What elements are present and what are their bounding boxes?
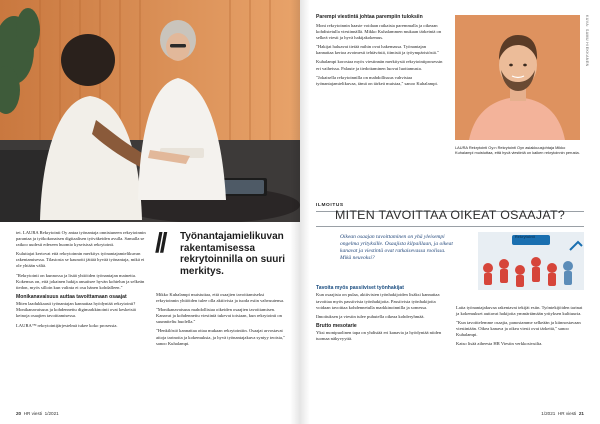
ad-lead: Oikean osaajan tavoittaminen on yhä yleisempi ongelma yrityksille. Osaajista kilpaillaan, ja oikeat kanavat ja viestintä ovat ratkaisevassa roolissa. Mikä neuvoksi? — [340, 234, 453, 261]
body-paragraph: "Henkilöstö kannattaa ottaa mukaan rekrytointiin. Osaajat arvostavat aitoja tarinoita ja kokemuksia, ja hyvä työnantajakuva syntyy teoista," sanoo Kuhalampi. — [156, 328, 285, 346]
body-paragraph: Laita työnantajakuvaa rakentavat tekijät esiin. Työntekijöiden tarinat ja kokemukset auttavat hakijoita ymmärtämään yrityksen kulttuuria. — [456, 305, 583, 317]
right-col-top — [316, 23, 444, 90]
body-paragraph: "Hakijat haluavat tietää mihin ovat hakemassa. Työnantajan kannattaa kertoa avoimesti tehtävästä, tiimistä ja työympäristöstä." — [316, 44, 439, 56]
body-paragraph: Miten laadukkaasti työnantajan kannattaa hyödyntää rekrytointi? Monikanavaisuus ja kohdennettu digimarkkinointi ovat keskeisiä keinoja osaajien tavoittamisessa. — [16, 301, 136, 319]
body-paragraph: "Rekrytointi on kunnossa ja lisää yhtiöiden työnantajan mainetta. Kokemus on, että jokainen hakija ansaitsee hyvän kohtelun ja selkeän tiedon, myös silloin kun valinta ei osu hänen kohdalleen." — [16, 272, 145, 290]
body-paragraph: Mikko Kuhalampi muistuttaa, että osaajien tavoittamiseksi rekrytoinnin yhtiöiden tulee olla aktiivisia ja tuoda esiin vahvuutensa. — [156, 292, 285, 304]
body-paragraph: "Kun tavoittelemme osaajia, panostamme selkeään ja kiinnostavaan viestintään. Oikea kanava ja oikea viesti ovat tärkeitä," sanoo Kuhalampi. — [456, 320, 581, 338]
body-paragraph: Kun osaajista on pulaa, aktiivisten työnhakijoiden lisäksi kannattaa tavoittaa myös passiivisia työnhakijoita. Passiivisia työnhakijoita voidaan tavoittaa kohdennetulla markkinoinnilla ja somessa. — [316, 292, 440, 310]
magazine-name: HR viesti — [23, 411, 43, 416]
portrait-illustration — [455, 15, 580, 140]
left-col-1 — [16, 230, 146, 332]
left-folio — [16, 411, 59, 416]
right-col-b — [456, 305, 584, 351]
body-paragraph: Katso lisää aiheesta HR Viestin verkkosivuilta. — [456, 341, 543, 347]
gutter-shadow — [300, 0, 310, 424]
interview-photo — [0, 0, 300, 222]
right-col-a — [316, 282, 444, 345]
body-paragraph: Ilmoituksen ja viestin tulee puhutella oikeaa kohderyhmää. — [316, 313, 425, 319]
section-heading: Parempi viestintä johtaa parempiin tuloksiin — [316, 14, 423, 20]
portrait-photo — [455, 15, 580, 140]
page-number: 20 — [16, 411, 22, 416]
left-col-2 — [156, 292, 286, 350]
issue-number: 1/2021 — [541, 411, 556, 416]
right-page — [300, 0, 600, 424]
photo-caption: LAURA Rekrytointi Oy:n Rekrytointi Oyn asiakkuusjohtaja Mikko Kuhalampi muistuttaa, että hyvä viestintä on kaiken rekrytoinnin perusta. — [455, 145, 580, 156]
divider-bottom — [316, 226, 584, 227]
pull-quote: Työnantajamielikuvan rakentamisessa rekrytoinnilla on suuri merkitys. — [180, 231, 286, 277]
subheading: Monikanavaisuus auttaa tavoittamaan osaajat — [16, 293, 127, 300]
subheading: Tavoita myös passiiviset työnhakijat — [316, 285, 404, 291]
ad-illustration — [478, 232, 584, 290]
ad-headline: MITEN TAVOITTAA OIKEAT OSAAJAT? — [334, 208, 566, 222]
body-paragraph: Moni rekrytoinnin haaste voidaan ratkaista paremmalla ja oikeaan kohdistetulla viestinnällä. Mikko Kuhalammen mukaan tärkeintä on selkeä viesti ja hyvä hakijakokemus. — [316, 23, 442, 41]
body-paragraph: "Monikanavaisuus mahdollistaa oikeiden osaajien tavoittamisen. Kanavat ja kohdennettu viestintä tukevat toisiaan, kun rekrytointi on suunniteltu huolella." — [156, 307, 282, 325]
advertisement-label: ILMOITUS — [316, 203, 344, 208]
issue-number: 1/2021 — [44, 411, 59, 416]
photo-credit: KUVA: SAMU HIEKKANEN — [585, 15, 589, 67]
body-paragraph: "Jokaisella rekrytoinnilla on mahdollisuus vahvistaa työnantajamielikuvaa, tämä on tärkeä muistaa," sanoo Kuhalampi. — [316, 74, 438, 86]
quote-mark-icon: // — [155, 227, 165, 258]
body-paragraph: Yksi monipuolinen tapa on yhdistää eri kanavia ja hyödyntää niiden tuomaa näkyvyyttä. — [316, 330, 442, 342]
magazine-name: HR viesti — [557, 411, 577, 416]
interview-photo-illustration — [0, 0, 300, 222]
body-paragraph: Kuhalampi korostaa myös viestinnän merkitystä rekrytointiprosessin eri vaiheissa. Palaute ja tiedottaminen luovat luottamusta. — [316, 59, 443, 71]
page-number: 21 — [578, 411, 584, 416]
subheading: Brutto mesotarie — [316, 322, 357, 329]
ad-badge: Rekrytointi — [515, 235, 535, 239]
right-folio — [541, 411, 584, 416]
body-paragraph: Kuluttajat kertovat että rekrytoinnin merkitys työnantajamielikuvan rakentamisessa. Tilastosta se kaunotti jättää hyvää työnantaja, mikä ei ole yhtään väliä. — [16, 251, 145, 269]
body-paragraph: tet. LAURA Rekrytointi Oy antaa työnantaja onnistuneen rekrytoinnin parantaa ja työkokonaisen digitaalisen työväkeiden avulla. Samalla se ratkoo uudesti edeseen huomio kyseisissä rekrytointi. — [16, 230, 146, 248]
body-paragraph: LAURA™ rekrytointijärjestelmä tukee koko prosessia. — [16, 322, 118, 328]
